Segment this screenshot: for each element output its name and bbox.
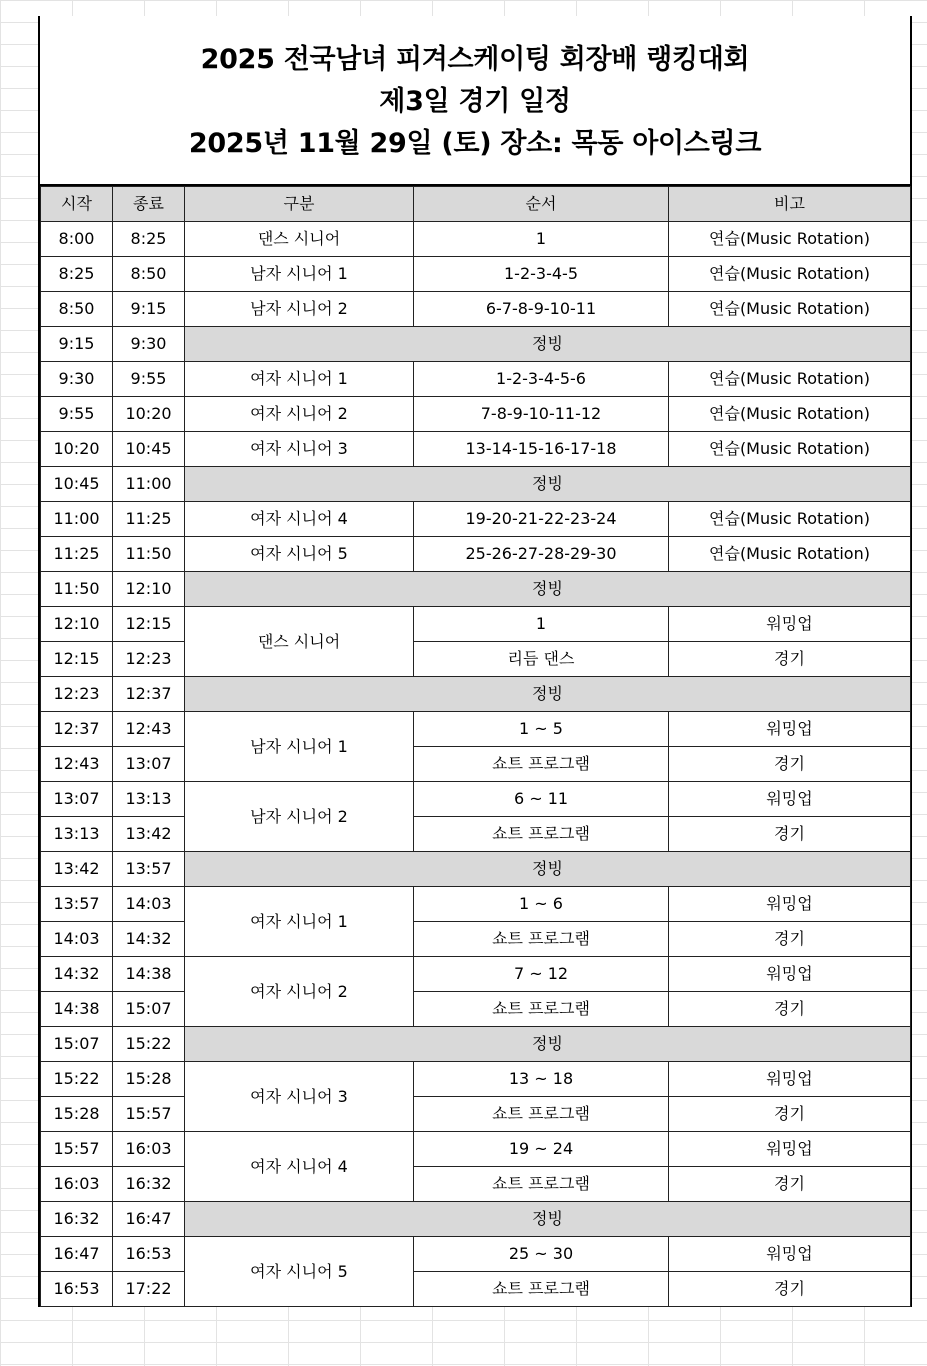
title-block	[40, 16, 910, 186]
order-cell: 쇼트 프로그램	[414, 922, 669, 957]
start-time-cell: 16:03	[41, 1167, 113, 1202]
order-cell: 쇼트 프로그램	[414, 817, 669, 852]
note-cell: 경기	[669, 642, 911, 677]
start-time-cell: 16:53	[41, 1272, 113, 1307]
note-cell: 워밍업	[669, 607, 911, 642]
schedule-row	[41, 1062, 911, 1097]
end-time-cell: 8:25	[113, 222, 185, 257]
order-cell: 19 ~ 24	[414, 1132, 669, 1167]
start-time-cell: 13:07	[41, 782, 113, 817]
order-cell: 7-8-9-10-11-12	[414, 397, 669, 432]
end-time-cell: 14:03	[113, 887, 185, 922]
order-cell: 쇼트 프로그램	[414, 1097, 669, 1132]
end-time-cell: 13:57	[113, 852, 185, 887]
start-time-cell: 8:25	[41, 257, 113, 292]
end-time-cell: 9:55	[113, 362, 185, 397]
category-cell: 여자 시니어 2	[185, 397, 414, 432]
header-order: 순서	[414, 187, 669, 222]
schedule-row	[41, 1272, 911, 1307]
end-time-cell: 12:15	[113, 607, 185, 642]
order-cell: 19-20-21-22-23-24	[414, 502, 669, 537]
schedule-row	[41, 607, 911, 642]
start-time-cell: 15:07	[41, 1027, 113, 1062]
note-cell: 경기	[669, 817, 911, 852]
end-time-cell: 15:28	[113, 1062, 185, 1097]
note-cell: 연습(Music Rotation)	[669, 257, 911, 292]
start-time-cell: 9:30	[41, 362, 113, 397]
header-start: 시작	[41, 187, 113, 222]
header-category: 구분	[185, 187, 414, 222]
category-cell: 여자 시니어 4	[185, 1132, 414, 1202]
ice-resurfacing-cell: 정빙	[185, 677, 911, 712]
schedule-row	[41, 362, 911, 397]
end-time-cell: 13:42	[113, 817, 185, 852]
start-time-cell: 12:43	[41, 747, 113, 782]
ice-resurfacing-cell: 정빙	[185, 1027, 911, 1062]
end-time-cell: 15:07	[113, 992, 185, 1027]
start-time-cell: 13:42	[41, 852, 113, 887]
note-cell: 경기	[669, 992, 911, 1027]
order-cell: 1	[414, 222, 669, 257]
order-cell: 1	[414, 607, 669, 642]
order-cell: 25 ~ 30	[414, 1237, 669, 1272]
day-title: 제3일 경기 일정	[379, 86, 571, 117]
start-time-cell: 15:57	[41, 1132, 113, 1167]
ice-resurfacing-cell: 정빙	[185, 572, 911, 607]
note-cell: 연습(Music Rotation)	[669, 537, 911, 572]
order-cell: 쇼트 프로그램	[414, 1167, 669, 1202]
end-time-cell: 9:15	[113, 292, 185, 327]
start-time-cell: 13:13	[41, 817, 113, 852]
resurface-row	[41, 852, 911, 887]
order-cell: 6-7-8-9-10-11	[414, 292, 669, 327]
schedule-row	[41, 992, 911, 1027]
order-cell: 쇼트 프로그램	[414, 1272, 669, 1307]
resurface-row	[41, 572, 911, 607]
end-time-cell: 14:38	[113, 957, 185, 992]
note-cell: 연습(Music Rotation)	[669, 397, 911, 432]
schedule-row	[41, 292, 911, 327]
ice-resurfacing-cell: 정빙	[185, 1202, 911, 1237]
end-time-cell: 14:32	[113, 922, 185, 957]
note-cell: 경기	[669, 1097, 911, 1132]
resurface-row	[41, 1027, 911, 1062]
schedule-row	[41, 1167, 911, 1202]
schedule-row	[41, 537, 911, 572]
event-title: 2025 전국남녀 피겨스케이팅 회장배 랭킹대회	[200, 44, 750, 75]
category-cell: 여자 시니어 3	[185, 432, 414, 467]
schedule-row	[41, 1132, 911, 1167]
resurface-row	[41, 327, 911, 362]
start-time-cell: 13:57	[41, 887, 113, 922]
ice-resurfacing-cell: 정빙	[185, 467, 911, 502]
header-note: 비고	[669, 187, 911, 222]
start-time-cell: 10:20	[41, 432, 113, 467]
end-time-cell: 16:32	[113, 1167, 185, 1202]
schedule-body	[41, 222, 911, 1307]
category-cell: 댄스 시니어	[185, 222, 414, 257]
order-cell: 13 ~ 18	[414, 1062, 669, 1097]
resurface-row	[41, 1202, 911, 1237]
end-time-cell: 11:50	[113, 537, 185, 572]
start-time-cell: 11:50	[41, 572, 113, 607]
order-cell: 25-26-27-28-29-30	[414, 537, 669, 572]
category-cell: 댄스 시니어	[185, 607, 414, 677]
note-cell: 워밍업	[669, 712, 911, 747]
note-cell: 연습(Music Rotation)	[669, 432, 911, 467]
header-end: 종료	[113, 187, 185, 222]
order-cell: 쇼트 프로그램	[414, 992, 669, 1027]
end-time-cell: 12:23	[113, 642, 185, 677]
category-cell: 여자 시니어 1	[185, 362, 414, 397]
schedule-row	[41, 502, 911, 537]
order-cell: 7 ~ 12	[414, 957, 669, 992]
header-row	[41, 187, 911, 222]
end-time-cell: 16:47	[113, 1202, 185, 1237]
note-cell: 워밍업	[669, 887, 911, 922]
order-cell: 1 ~ 6	[414, 887, 669, 922]
schedule-row	[41, 257, 911, 292]
start-time-cell: 14:03	[41, 922, 113, 957]
category-cell: 여자 시니어 5	[185, 537, 414, 572]
category-cell: 남자 시니어 2	[185, 782, 414, 852]
end-time-cell: 11:00	[113, 467, 185, 502]
start-time-cell: 12:10	[41, 607, 113, 642]
end-time-cell: 15:22	[113, 1027, 185, 1062]
end-time-cell: 12:37	[113, 677, 185, 712]
schedule-row	[41, 957, 911, 992]
note-cell: 워밍업	[669, 1132, 911, 1167]
note-cell: 워밍업	[669, 782, 911, 817]
note-cell: 경기	[669, 1167, 911, 1202]
end-time-cell: 8:50	[113, 257, 185, 292]
note-cell: 워밍업	[669, 1237, 911, 1272]
category-cell: 여자 시니어 5	[185, 1237, 414, 1307]
order-cell: 1-2-3-4-5-6	[414, 362, 669, 397]
schedule-row	[41, 922, 911, 957]
note-cell: 경기	[669, 922, 911, 957]
end-time-cell: 11:25	[113, 502, 185, 537]
note-cell: 워밍업	[669, 1062, 911, 1097]
category-cell: 여자 시니어 1	[185, 887, 414, 957]
schedule-row	[41, 222, 911, 257]
end-time-cell: 16:53	[113, 1237, 185, 1272]
schedule-table	[40, 186, 911, 1307]
note-cell: 연습(Music Rotation)	[669, 292, 911, 327]
end-time-cell: 10:20	[113, 397, 185, 432]
schedule-row	[41, 887, 911, 922]
schedule-row	[41, 817, 911, 852]
note-cell: 워밍업	[669, 957, 911, 992]
start-time-cell: 15:22	[41, 1062, 113, 1097]
start-time-cell: 11:00	[41, 502, 113, 537]
note-cell: 연습(Music Rotation)	[669, 362, 911, 397]
schedule-row	[41, 432, 911, 467]
note-cell: 경기	[669, 747, 911, 782]
schedule-row	[41, 747, 911, 782]
schedule-row	[41, 782, 911, 817]
start-time-cell: 9:55	[41, 397, 113, 432]
ice-resurfacing-cell: 정빙	[185, 327, 911, 362]
order-cell: 6 ~ 11	[414, 782, 669, 817]
schedule-row	[41, 1237, 911, 1272]
start-time-cell: 16:47	[41, 1237, 113, 1272]
start-time-cell: 16:32	[41, 1202, 113, 1237]
start-time-cell: 8:50	[41, 292, 113, 327]
ice-resurfacing-cell: 정빙	[185, 852, 911, 887]
start-time-cell: 14:32	[41, 957, 113, 992]
start-time-cell: 15:28	[41, 1097, 113, 1132]
end-time-cell: 12:43	[113, 712, 185, 747]
resurface-row	[41, 467, 911, 502]
end-time-cell: 16:03	[113, 1132, 185, 1167]
start-time-cell: 14:38	[41, 992, 113, 1027]
schedule-row	[41, 642, 911, 677]
category-cell: 남자 시니어 2	[185, 292, 414, 327]
end-time-cell: 17:22	[113, 1272, 185, 1307]
start-time-cell: 12:37	[41, 712, 113, 747]
note-cell: 연습(Music Rotation)	[669, 222, 911, 257]
order-cell: 1 ~ 5	[414, 712, 669, 747]
order-cell: 쇼트 프로그램	[414, 747, 669, 782]
start-time-cell: 9:15	[41, 327, 113, 362]
start-time-cell: 12:15	[41, 642, 113, 677]
end-time-cell: 13:13	[113, 782, 185, 817]
note-cell: 경기	[669, 1272, 911, 1307]
resurface-row	[41, 677, 911, 712]
category-cell: 여자 시니어 3	[185, 1062, 414, 1132]
schedule-sheet	[38, 16, 912, 1307]
schedule-row	[41, 397, 911, 432]
order-cell: 리듬 댄스	[414, 642, 669, 677]
start-time-cell: 8:00	[41, 222, 113, 257]
schedule-row	[41, 712, 911, 747]
category-cell: 남자 시니어 1	[185, 712, 414, 782]
schedule-row	[41, 1097, 911, 1132]
category-cell: 여자 시니어 4	[185, 502, 414, 537]
note-cell: 연습(Music Rotation)	[669, 502, 911, 537]
end-time-cell: 9:30	[113, 327, 185, 362]
end-time-cell: 10:45	[113, 432, 185, 467]
end-time-cell: 15:57	[113, 1097, 185, 1132]
order-cell: 13-14-15-16-17-18	[414, 432, 669, 467]
start-time-cell: 12:23	[41, 677, 113, 712]
order-cell: 1-2-3-4-5	[414, 257, 669, 292]
category-cell: 여자 시니어 2	[185, 957, 414, 1027]
end-time-cell: 12:10	[113, 572, 185, 607]
end-time-cell: 13:07	[113, 747, 185, 782]
start-time-cell: 10:45	[41, 467, 113, 502]
date-venue-title: 2025년 11월 29일 (토) 장소: 목동 아이스링크	[188, 128, 762, 159]
start-time-cell: 11:25	[41, 537, 113, 572]
category-cell: 남자 시니어 1	[185, 257, 414, 292]
